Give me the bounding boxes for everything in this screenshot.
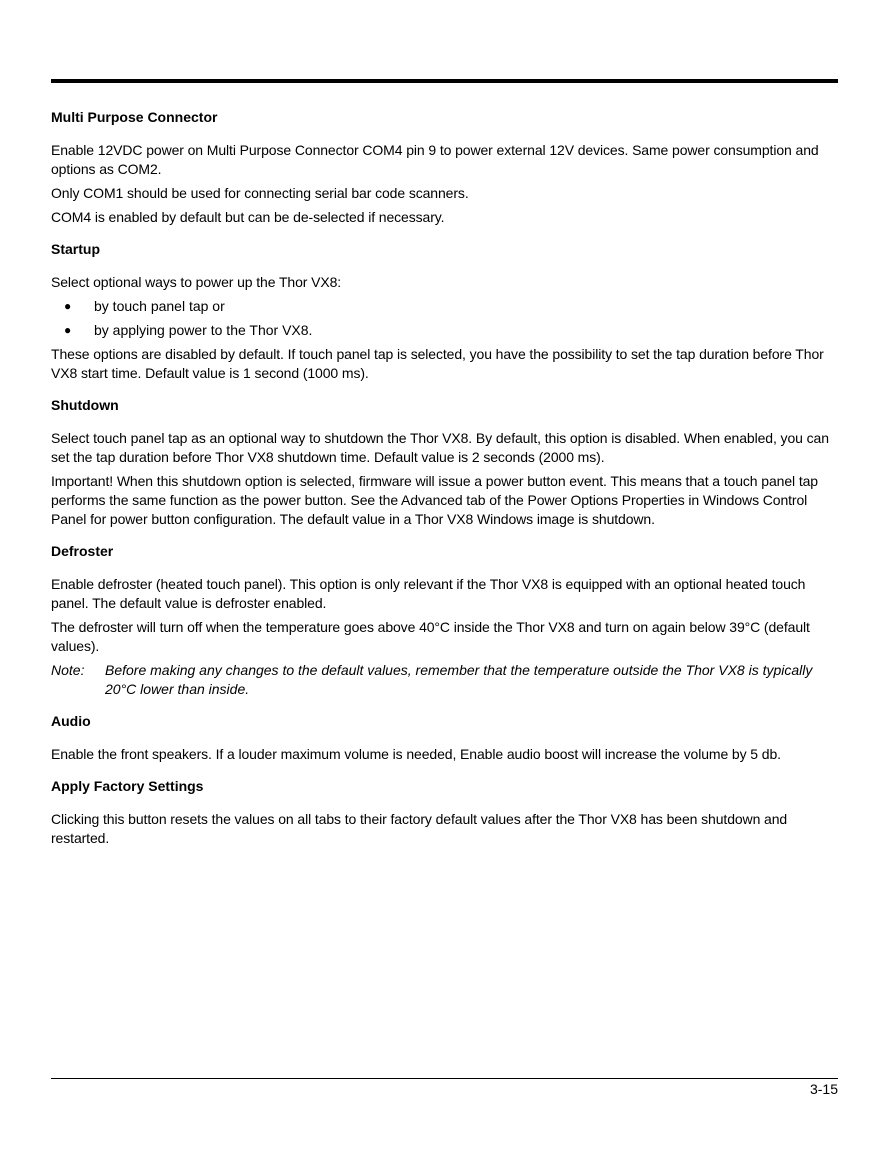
note-text: Before making any changes to the default values, remember that the temperature outside the Thor VX8 is typically 20°C lower than inside. xyxy=(105,662,813,697)
paragraph: These options are disabled by default. If touch panel tap is selected, you have the possibility to set the tap duration before Thor VX8 start time. Default value is 1 second (1000 ms). xyxy=(51,346,824,381)
header-rule xyxy=(51,79,838,83)
paragraph: Enable 12VDC power on Multi Purpose Connector COM4 pin 9 to power external 12V devices. Same power consumption and options as COM2. xyxy=(51,142,819,177)
paragraph: The defroster will turn off when the temperature goes above 40°C inside the Thor VX8 and turn on again below 39°C (default values). xyxy=(51,619,810,654)
section-heading: Multi Purpose Connector xyxy=(51,109,218,125)
paragraph: Only COM1 should be used for connecting serial bar code scanners. xyxy=(51,185,469,201)
paragraph: Select optional ways to power up the Thor VX8: xyxy=(51,274,342,290)
note xyxy=(51,661,838,699)
footer-rule xyxy=(51,1078,838,1079)
page-number: 3-15 xyxy=(809,1081,838,1097)
list-item-text: by touch panel tap or xyxy=(94,298,225,314)
list-item xyxy=(51,297,838,316)
section-shutdown xyxy=(51,396,838,529)
section-apply-factory-settings xyxy=(51,777,838,848)
section-heading: Shutdown xyxy=(51,397,119,413)
section-defroster xyxy=(51,542,838,699)
bullet-list xyxy=(51,297,838,340)
section-heading: Startup xyxy=(51,241,100,257)
note-label: Note: xyxy=(51,662,85,678)
section-audio xyxy=(51,712,838,764)
paragraph: Enable the front speakers. If a louder maximum volume is needed, Enable audio boost will increase the volume by 5 db. xyxy=(51,746,781,762)
bullet-icon: ● xyxy=(64,323,72,337)
bullet-icon: ● xyxy=(64,299,72,313)
paragraph: Enable defroster (heated touch panel). This option is only relevant if the Thor VX8 is equipped with an optional heated touch panel. The default value is defroster enabled. xyxy=(51,576,806,611)
section-heading: Apply Factory Settings xyxy=(51,778,204,794)
section-startup xyxy=(51,240,838,383)
document-body xyxy=(51,108,838,853)
paragraph: COM4 is enabled by default but can be de-selected if necessary. xyxy=(51,209,445,225)
paragraph: Clicking this button resets the values on all tabs to their factory default values after the Thor VX8 has been shutdown and restarted. xyxy=(51,811,788,846)
paragraph: Important! When this shutdown option is selected, firmware will issue a power button event. This means that a touch panel tap performs the same function as the power button. See the Advanced tab of the Power Options Properties in Windows Control Panel for power button configuration. The default value in a Thor VX8 Windows image is shutdown. xyxy=(51,473,818,527)
section-heading: Audio xyxy=(51,713,91,729)
list-item-text: by applying power to the Thor VX8. xyxy=(94,322,313,338)
list-item xyxy=(51,321,838,340)
paragraph: Select touch panel tap as an optional way to shutdown the Thor VX8. By default, this option is disabled. When enabled, you can set the tap duration before Thor VX8 shutdown time. Default value is 2 seconds (2000 ms). xyxy=(51,430,829,465)
section-multi-purpose-connector xyxy=(51,108,838,227)
section-heading: Defroster xyxy=(51,543,114,559)
